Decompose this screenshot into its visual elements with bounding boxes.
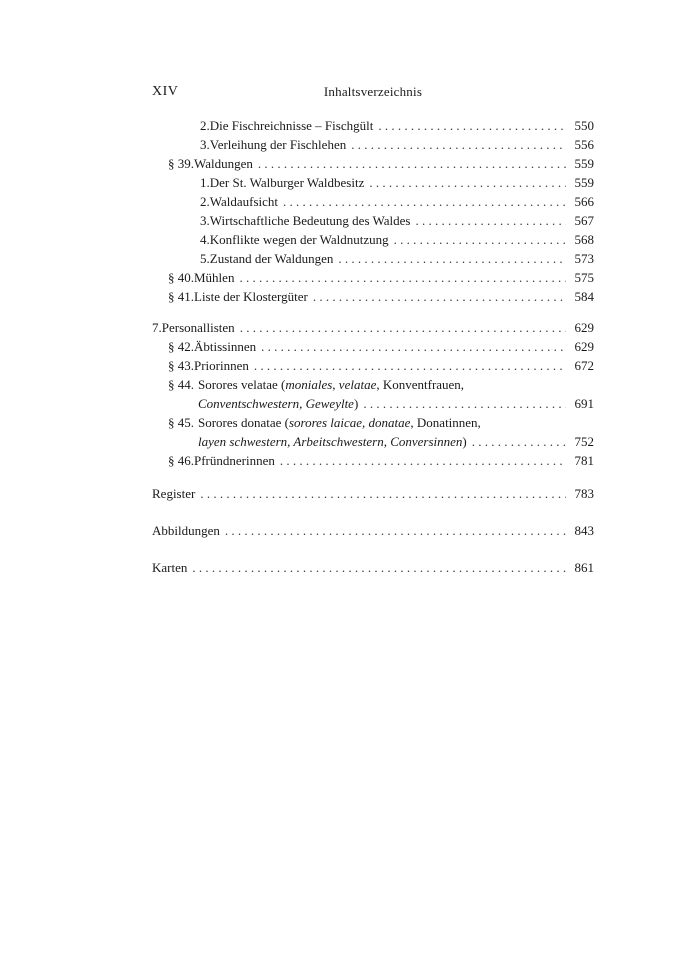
- toc-entry-title: Priorinnen: [194, 358, 249, 373]
- toc-entry-page: 691: [574, 396, 594, 411]
- leader-dots: [240, 319, 566, 337]
- toc-entry: [0, 193, 700, 211]
- toc-entry-page: 550: [574, 118, 594, 133]
- toc-entry-number: § 46.: [168, 453, 194, 468]
- leader-dots: [225, 522, 566, 540]
- toc-entry: [0, 269, 700, 287]
- toc-entry-title-line-2: layen schwestern, Arbeitschwestern, Conversinnen): [198, 434, 467, 449]
- toc-entry-number: § 44.: [168, 377, 194, 392]
- toc-entry-page: 575: [574, 270, 594, 285]
- leader-dots: [472, 433, 566, 451]
- toc-entry: [0, 231, 700, 249]
- toc-entry: [0, 522, 700, 540]
- toc-entry: [0, 174, 700, 192]
- page-number: XIV: [152, 84, 179, 99]
- toc-entry-page: 752: [574, 434, 594, 449]
- toc-entry-page: 584: [574, 289, 594, 304]
- toc-entry-title: Liste der Klostergüter: [194, 289, 308, 304]
- toc-entry-title: Wirtschaftliche Bedeutung des Waldes: [209, 213, 411, 228]
- leader-dots: [363, 395, 566, 413]
- toc-entry-title: Zustand der Waldungen: [209, 251, 334, 266]
- toc-entry-number: § 40.: [168, 270, 194, 285]
- toc-entry: [0, 155, 700, 173]
- toc-entry-page: 568: [574, 232, 594, 247]
- toc-entry-title: Karten: [152, 560, 188, 575]
- toc-entry-page: 573: [574, 251, 594, 266]
- leader-dots: [415, 212, 566, 230]
- toc-entry-number: 3.: [200, 213, 210, 228]
- toc-entry-number: 2.: [200, 118, 210, 133]
- leader-dots: [280, 452, 566, 470]
- toc-entry-number: § 42.: [168, 339, 194, 354]
- leader-dots: [313, 288, 566, 306]
- toc-entry-number: 7.: [152, 320, 162, 335]
- toc-entry-title: Mühlen: [194, 270, 235, 285]
- toc-entry-title: Waldaufsicht: [209, 194, 279, 209]
- toc-entry: [0, 212, 700, 230]
- toc-entry-number: 1.: [200, 175, 210, 190]
- toc-entry-number: § 43.: [168, 358, 194, 373]
- toc-entry-page: 556: [574, 137, 594, 152]
- toc-entry: [0, 136, 700, 154]
- toc-entry: [0, 338, 700, 356]
- toc-entry-page: 629: [574, 320, 594, 335]
- toc-entry: [0, 319, 700, 337]
- toc-entry-page: 672: [574, 358, 594, 373]
- toc-entry-title: Verleihung der Fischlehen: [209, 137, 347, 152]
- toc-entry-page: 629: [574, 339, 594, 354]
- leader-dots: [378, 117, 566, 135]
- toc-entry: [0, 250, 700, 268]
- toc-entry-number: 5.: [200, 251, 210, 266]
- toc-entry-title: Der St. Walburger Waldbesitz: [209, 175, 365, 190]
- leader-dots: [338, 250, 566, 268]
- toc-entry-page: 559: [574, 175, 594, 190]
- toc-entry-page: 566: [574, 194, 594, 209]
- toc-entry-page: 783: [574, 486, 594, 501]
- toc-entry-title: Personallisten: [161, 320, 235, 335]
- toc-entry-line-1: [0, 414, 700, 432]
- toc-entry-page: 843: [574, 523, 594, 538]
- leader-dots: [192, 559, 566, 577]
- leader-dots: [369, 174, 566, 192]
- toc-entry-number: 3.: [200, 137, 210, 152]
- toc-entry: [0, 485, 700, 503]
- toc-entry-number: 2.: [200, 194, 210, 209]
- toc-entry-page: 567: [574, 213, 594, 228]
- leader-dots: [239, 269, 566, 287]
- leader-dots: [261, 338, 566, 356]
- toc-entry-title-line-1: Sorores donatae (sorores laicae, donatae, Donatinnen,: [198, 415, 481, 430]
- toc-entry-line-2: [0, 395, 700, 413]
- toc-entry: [0, 452, 700, 470]
- toc-entry: [0, 288, 700, 306]
- toc-entry-line-1: [0, 376, 700, 394]
- running-title: Inhaltsverzeichnis: [323, 84, 423, 99]
- toc-entry: [0, 559, 700, 577]
- toc-entry-line-2: [0, 433, 700, 451]
- toc-entry-number: § 45.: [168, 415, 194, 430]
- toc-entry-title: Abbildungen: [152, 523, 220, 538]
- toc-entry: [0, 357, 700, 375]
- toc-entry-title: Pfründnerinnen: [194, 453, 275, 468]
- leader-dots: [351, 136, 566, 154]
- toc-entry-title-line-2: Conventschwestern, Geweylte): [198, 396, 359, 411]
- toc-entry-page: 861: [574, 560, 594, 575]
- toc-entry: [0, 117, 700, 135]
- toc-entry-title: Die Fischreichnisse – Fischgült: [209, 118, 374, 133]
- leader-dots: [394, 231, 566, 249]
- toc-entry-number: 4.: [200, 232, 210, 247]
- toc-entry-title: Register: [152, 486, 196, 501]
- toc-entry-title: Konflikte wegen der Waldnutzung: [209, 232, 389, 247]
- toc-entry-page: 559: [574, 156, 594, 171]
- toc-entry-page: 781: [574, 453, 594, 468]
- leader-dots: [283, 193, 566, 211]
- toc-entry-number: § 39.: [168, 156, 194, 171]
- leader-dots: [200, 485, 566, 503]
- page-header: [152, 84, 594, 104]
- toc-entry-title: Waldungen: [194, 156, 253, 171]
- toc-entry-number: § 41.: [168, 289, 194, 304]
- toc-entry-title-line-1: Sorores velatae (moniales, velatae, Konventfrauen,: [198, 377, 465, 392]
- toc-entry-title: Äbtissinnen: [194, 339, 257, 354]
- leader-dots: [258, 155, 566, 173]
- leader-dots: [254, 357, 566, 375]
